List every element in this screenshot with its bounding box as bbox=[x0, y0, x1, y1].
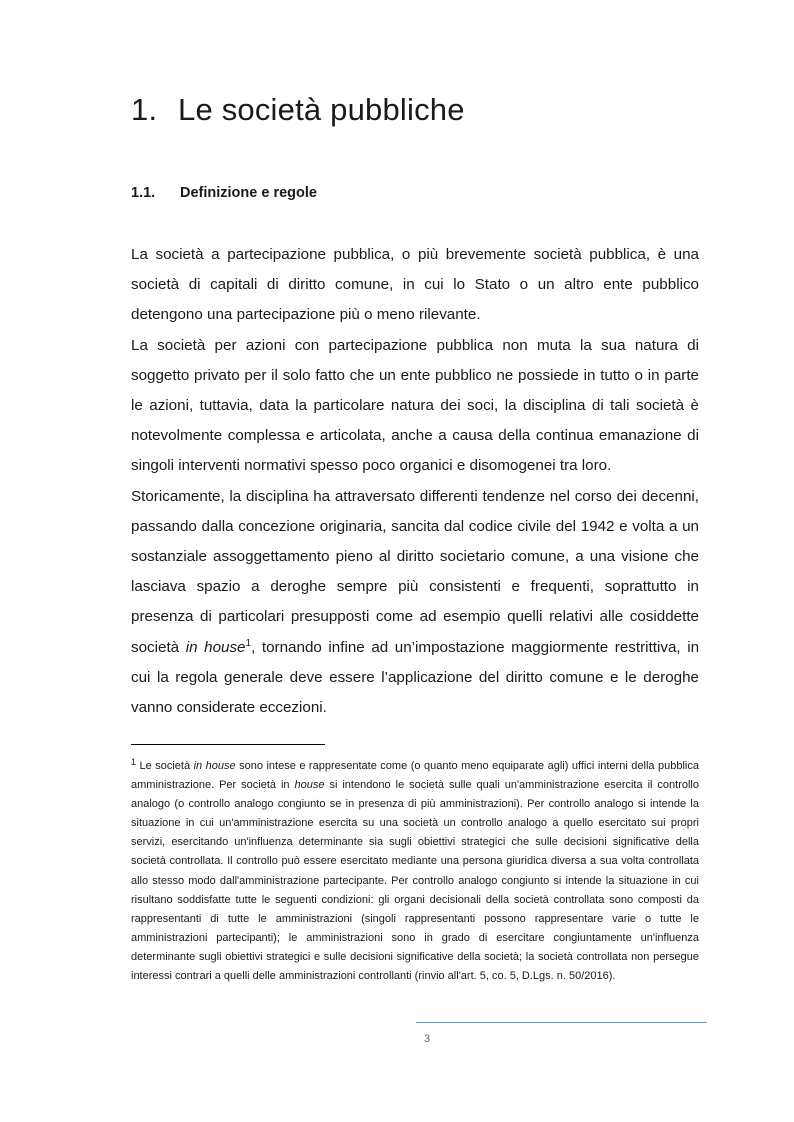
chapter-title-text: Le società pubbliche bbox=[178, 92, 465, 127]
footnote-italic-in-house: in house bbox=[193, 760, 236, 772]
paragraph-spa-nature: La società per azioni con partecipazione pubblica non muta la sua natura di soggetto privato per il solo fatto che un ente pubblico ne possiede in tutto o in parte le azioni, tuttavia, data la particolare natura dei soci, la disciplina di tali società è notevolmente complessa e articolata, anche a causa della continua emanazione di singoli interventi normativi spesso poco organici e disomogenei tra loro. bbox=[131, 336, 699, 475]
footnote-reference[interactable]: 1 bbox=[245, 637, 252, 649]
footnote-separator bbox=[131, 744, 325, 745]
footnote-text: si intendono le società sulle quali un'amministrazione esercita il controllo analogo (o controllo analogo congiunto se in presenza di più amministrazioni). Per controllo analogo si intende la situazione in cui un'amministrazione esercita su una società un controllo analogo a quello esercitato sui propri servizi, esercitando un'influenza determinante sia sugli obiettivi strategici che sulle decisioni significative della società controllata. Il controllo può essere esercitato mediante una persona giuridica diversa a sua volta controllata allo stesso modo dall'amministrazione partecipante. Per controllo analogo congiunto si intende la situazione in cui risultano soddisfatte tutte le seguenti condizioni: gli organi decisionali della società controllata sono composti da rappresentanti di tutte le amministrazioni (singoli rappresentanti possono rappresentare varie o tutte le amministrazioni partecipanti); le amministrazioni sono in grado di esercitare congiuntamente un'influenza determinante sugli obiettivi strategici e sulle decisioni significative della società; la società controllata non persegue interessi contrari a quelli delle amministrazioni controllanti (rinvio all'art. 5, co. 5, D.Lgs. n. 50/2016). bbox=[131, 779, 699, 983]
footnote-marker: 1 bbox=[131, 757, 137, 767]
footnote-mid: sono intese e rappresentate come (o quanto meno equiparate agli) uffici interni della pubblica amministrazione. Per società in bbox=[131, 760, 699, 792]
footnote-lead: Le società bbox=[136, 760, 194, 772]
footer-rule bbox=[416, 1022, 707, 1023]
chapter-title bbox=[131, 92, 465, 128]
section-heading bbox=[131, 185, 317, 201]
paragraph-definition: La società a partecipazione pubblica, o più brevemente società pubblica, è una società di capitali di diritto comune, in cui lo Stato o un altro ente pubblico detengono una partecipazione più o meno rilevante. bbox=[131, 246, 699, 324]
page-number: 3 bbox=[423, 1033, 431, 1045]
paragraph-history-text-end: , tornando infine ad un’impostazione maggiormente restrittiva, in cui la regola generale deve essere l’applicazione del diritto comune e le deroghe vanno considerate eccezioni. bbox=[131, 638, 700, 717]
section-title-text: Definizione e regole bbox=[180, 185, 317, 201]
section-number: 1.1. bbox=[131, 185, 156, 201]
body-text bbox=[131, 240, 699, 723]
footnote-italic-house: house bbox=[294, 779, 325, 792]
footnote bbox=[131, 753, 699, 986]
paragraph-history-text: Storicamente, la disciplina ha attraversato differenti tendenze nel corso dei decenni, passando dalla concezione originaria, sancita dal codice civile del 1942 e volta a un sostanziale assoggettamento pieno al diritto societario comune, a una visione che lasciava spazio a deroghe sempre più consistenti e frequenti, soprattutto in presenza di particolari presupposti come ad esempio quelli relativi alle cosiddette società bbox=[131, 487, 699, 656]
paragraph-history-italic: in house bbox=[185, 638, 246, 656]
chapter-number: 1. bbox=[131, 92, 158, 127]
paragraph-history bbox=[131, 482, 699, 724]
